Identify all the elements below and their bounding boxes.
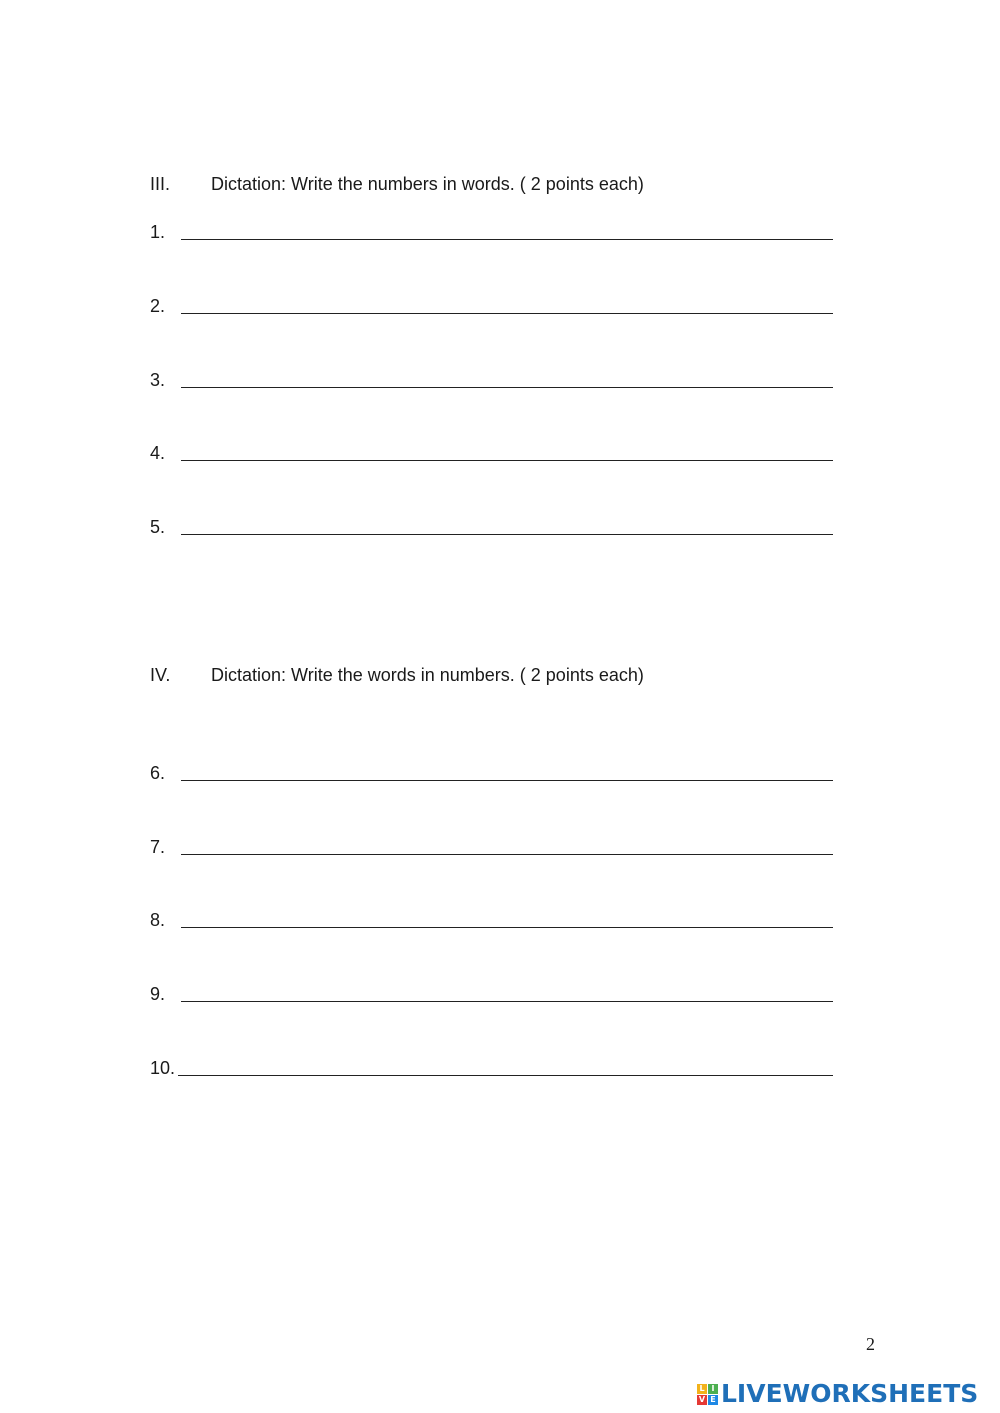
answer-item-7[interactable] <box>150 836 833 860</box>
answer-item-2[interactable] <box>150 295 833 319</box>
section-4-instruction: Dictation: Write the words in numbers. ( 2 points each) <box>211 665 644 685</box>
item-number: 2. <box>150 296 166 316</box>
answer-line[interactable] <box>181 534 833 535</box>
answer-item-5[interactable] <box>150 516 833 540</box>
answer-item-3[interactable] <box>150 369 833 393</box>
answer-line[interactable] <box>178 1075 833 1076</box>
answer-line[interactable] <box>181 780 833 781</box>
section-3-numeral: III. <box>150 174 171 194</box>
answer-item-6[interactable] <box>150 762 833 786</box>
logo-mark-icon: L I V E <box>697 1384 718 1405</box>
liveworksheets-logo[interactable] <box>697 1378 978 1410</box>
section-4-numeral: IV. <box>150 665 171 685</box>
answer-line[interactable] <box>181 313 833 314</box>
item-number: 10. <box>150 1058 176 1078</box>
answer-line[interactable] <box>181 387 833 388</box>
answer-line[interactable] <box>181 1001 833 1002</box>
answer-line[interactable] <box>181 927 833 928</box>
item-number: 6. <box>150 763 166 783</box>
item-number: 8. <box>150 910 166 930</box>
item-number: 9. <box>150 984 166 1004</box>
answer-item-9[interactable] <box>150 983 833 1007</box>
logo-text: LIVEWORKSHEETS <box>721 1379 979 1408</box>
answer-line[interactable] <box>181 854 833 855</box>
answer-item-10[interactable] <box>150 1057 833 1081</box>
item-number: 5. <box>150 517 166 537</box>
answer-item-8[interactable] <box>150 909 833 933</box>
answer-line[interactable] <box>181 239 833 240</box>
item-number: 4. <box>150 443 166 463</box>
section-3-instruction: Dictation: Write the numbers in words. ( 2 points each) <box>211 174 644 194</box>
answer-line[interactable] <box>181 460 833 461</box>
answer-item-4[interactable] <box>150 442 833 466</box>
page-number: 2 <box>866 1334 875 1354</box>
item-number: 3. <box>150 370 166 390</box>
answer-item-1[interactable] <box>150 221 833 245</box>
item-number: 7. <box>150 837 166 857</box>
item-number: 1. <box>150 222 166 242</box>
